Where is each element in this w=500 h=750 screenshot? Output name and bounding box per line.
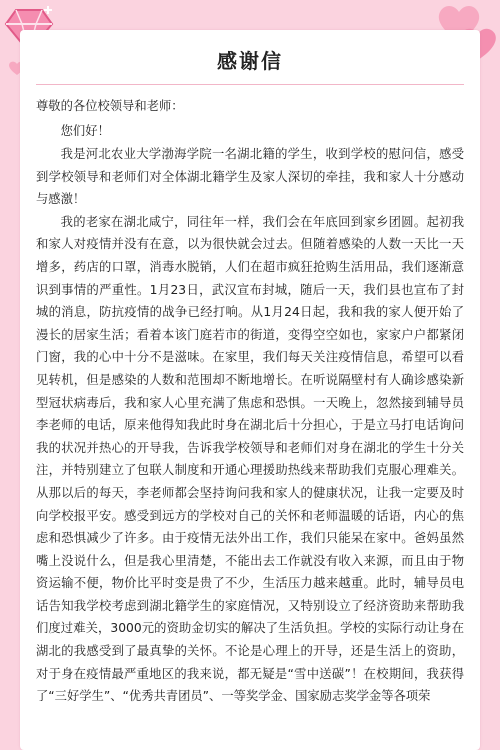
- letter-paper: [20, 30, 480, 750]
- letter-paragraph: 我是河北农业大学渤海学院一名湖北籍的学生，收到学校的慰问信，感受到学校领导和老师们对全体湖北籍学生及家人深切的牵挂，我和家人十分感动与感激！: [36, 147, 464, 207]
- letter-salutation: 尊敬的各位校领导和老师：: [36, 99, 184, 113]
- letter-paragraph: 我的老家在湖北咸宁，同往年一样，我们会在年底回到家乡团圆。起初我和家人对疫情并没有在意，以为很快就会过去。但随着感染的人数一天比一天增多，药店的口罩，消毒水脱销，人们在超市疯狂抢购生活用品，我们逐渐意识到事情的严重性。1月23日，武汉宣布封城，随后一天，我们县也宣布了封城的消息，防抗疫情的战争已经打响。从1月24日起，我和我的家人便开始了漫长的居家生活；看着本该门庭若市的街道，变得空空如也，家家户户都紧闭门窗，我的心中十分不是滋味。在家里，我们每天关注疫情信息，希望可以看见转机，但是感染的人数和范围却不断地增长。在听说隔壁村有人确诊感染新型冠状病毒后，我和家人心里充满了焦虑和恐惧。一天晚上，忽然接到辅导员李老师的电话，原来他得知我此时身在湖北后十分担心，于是立马打电话询问我的状况并热心的开导我，告诉我学校领导和老师们对身在湖北的学生十分关注，并特别建立了包联人制度和开通心理援助热线来帮助我们克服心理难关。从那以后的每天，李老师都会坚持询问我和家人的健康状况，让我一定要及时向学校报平安。感受到远方的学校对自己的关怀和老师温暖的话语，内心的焦虑和恐惧减少了许多。由于疫情无法外出工作，我们只能呆在家中。爸妈虽然嘴上没说什么，但是我心里清楚，不能出去工作就没有收入来源，而且由于物资运输不便，物价比平时变是贵了不少，生活压力越来越重。此时，辅导员电话告知我学校考虑到湖北籍学生的家庭情况，又特别设立了经济资助来帮助我们度过难关，3000元的资助金切实的解决了生活负担。学校的实际行动让身在湖北的我感受到了最真挚的关怀。不论是心理上的开导，还是生活上的资助，对于身在疫情最严重地区的我来说，都无疑是“雪中送碳”！在校期间，我获得了“三好学生”、“优秀共青团员”、一等奖学金、国家励志奖学金等各项荣: [36, 214, 464, 704]
- letter-greeting: 您们好！: [60, 124, 110, 138]
- letter-body: [20, 85, 480, 708]
- letter-title: 感谢信: [217, 49, 283, 73]
